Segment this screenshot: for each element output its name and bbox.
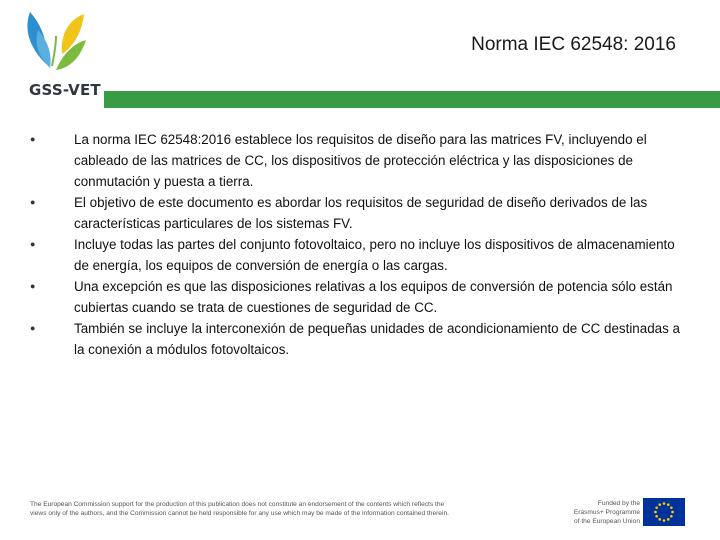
bullet-text: El objetivo de este documento es abordar los requisitos de seguridad de diseño derivados de las características particulares de los sistemas FV. — [74, 195, 648, 231]
eu-star-icon — [655, 515, 658, 518]
funded-line-2: Erasmus+ Programme — [573, 509, 640, 516]
funded-by-label — [548, 499, 640, 526]
list-item — [26, 318, 686, 360]
eu-star-icon — [670, 515, 673, 518]
bullet-text: También se incluye la interconexión de pequeñas unidades de acondicionamiento de CC destinadas a la conexión a módulos fotovoltaicos. — [74, 321, 680, 357]
bullet-dot-icon: ● — [30, 323, 36, 333]
eu-flag-icon — [643, 498, 685, 526]
bullet-text: La norma IEC 62548:2016 establece los requisitos de diseño para las matrices FV, incluyendo el cableado de las matrices de CC, los dispositivos de protección eléctrica y las disposiciones de conmutación y puesta a tierra. — [74, 132, 647, 189]
eu-star-icon — [658, 503, 661, 506]
eu-star-icon — [667, 503, 670, 506]
list-item — [26, 234, 686, 276]
funded-line-1: Funded by the — [597, 500, 640, 507]
slide-title: Norma IEC 62548: 2016 — [471, 34, 676, 55]
header-divider-bar — [104, 91, 720, 108]
eu-disclaimer: The European Commission support for the production of this publication does not constitute an endorsement of the contents which reflects the views only of the authors, and the Commission cannot be held responsible for any use which may be made of the information contained therein. — [30, 501, 449, 517]
eu-star-icon — [670, 506, 673, 509]
bullet-dot-icon: ● — [30, 239, 36, 249]
funded-line-3: of the European Union — [574, 518, 640, 525]
bullet-dot-icon: ● — [30, 281, 36, 291]
bullet-text: Una excepción es que las disposiciones relativas a los equipos de conversión de potencia sólo están cubiertas cuando se trata de cuestiones de seguridad de CC. — [74, 279, 673, 315]
logo-text: GSS-VET — [29, 81, 101, 99]
eu-star-icon — [654, 511, 657, 514]
list-item — [26, 129, 686, 192]
eu-star-icon — [663, 519, 666, 522]
eu-star-icon — [671, 511, 674, 514]
bullet-text: Incluye todas las partes del conjunto fotovoltaico, pero no incluye los dispositivos de almacenamiento de energía, los equipos de conversión de energía o las cargas. — [74, 237, 675, 273]
list-item — [26, 276, 686, 318]
bullet-dot-icon: ● — [30, 134, 36, 144]
eu-star-icon — [658, 518, 661, 521]
list-item — [26, 192, 686, 234]
bullet-dot-icon: ● — [30, 197, 36, 207]
bullet-list — [26, 129, 686, 360]
eu-star-icon — [663, 502, 666, 505]
eu-star-icon — [655, 506, 658, 509]
eu-star-icon — [667, 518, 670, 521]
